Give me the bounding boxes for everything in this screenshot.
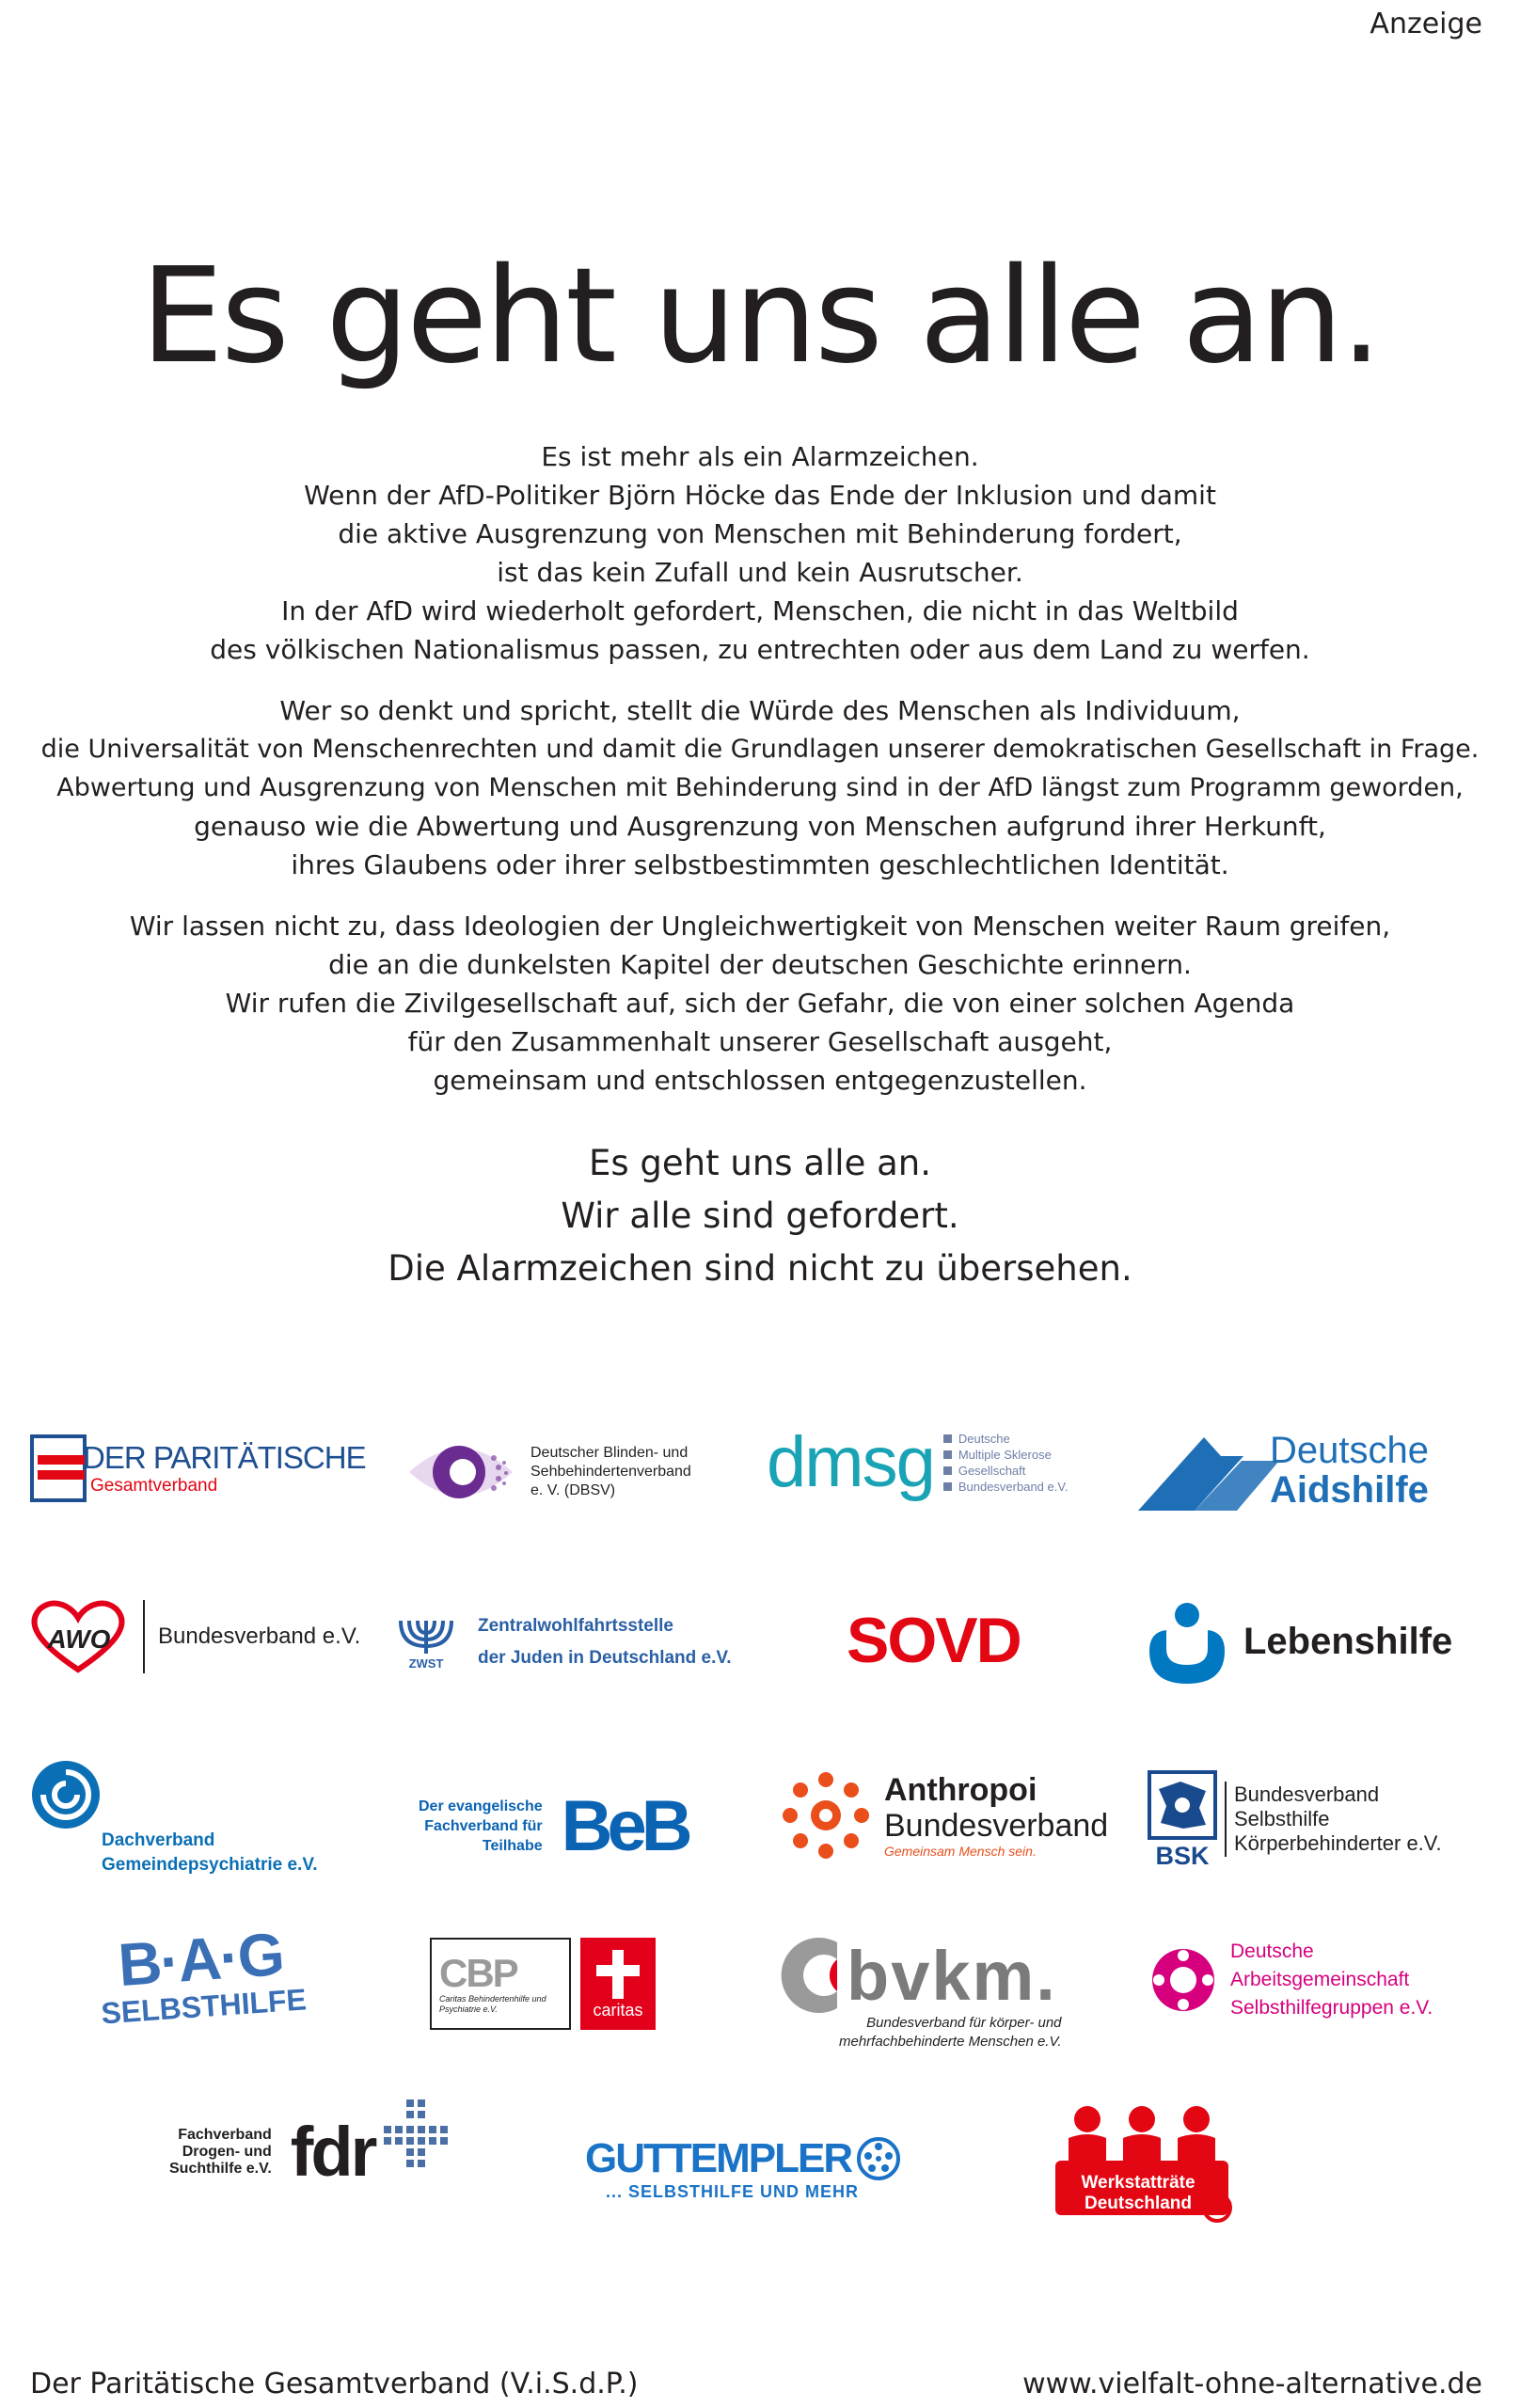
text-line: Es ist mehr als ein Alarmzeichen.: [541, 441, 979, 472]
logo-lebenshilfe: [1140, 1594, 1452, 1688]
footer-publisher: Der Paritätische Gesamtverband (V.i.S.d.P.): [30, 2368, 639, 2400]
dachverband-line: Dachverband: [102, 1830, 215, 1850]
text-line: In der AfD wird wiederholt gefordert, Menschen, die nicht in das Weltbild: [281, 595, 1239, 626]
logo-bag-selbsthilfe: [96, 1921, 308, 2029]
cbp-sub: Caritas Behindertenhilfe und Psychiatrie e.V.: [439, 1994, 546, 2014]
anthropoi-sun-icon: [779, 1768, 873, 1862]
werkstattraete-line: Werkstatträte: [1081, 2173, 1195, 2193]
bsk-line: Selbsthilfe: [1234, 1807, 1330, 1830]
dmsg-line: Gesellschaft: [958, 1464, 1026, 1478]
dmsg-line: Bundesverband e.V.: [958, 1480, 1069, 1494]
sovd-name: SOVD: [847, 1605, 1021, 1676]
zwst-mark: ZWST: [408, 1656, 444, 1669]
dmsg-line: Deutsche: [958, 1432, 1010, 1446]
text-line: genauso wie die Abwertung und Ausgrenzung von Menschen aufgrund ihrer Herkunft,: [194, 811, 1326, 842]
logo-dbsv: [404, 1430, 691, 1514]
anthropoi-tagline: Gemeinsam Mensch sein.: [884, 1844, 1037, 1859]
fdr-line: Drogen- und: [182, 2143, 272, 2160]
aidshilfe-ribbon-icon: [1138, 1428, 1279, 1513]
text-line: Wir lassen nicht zu, dass Ideologien der Ungleichwertigkeit von Menschen weiter Raum greifen,: [129, 911, 1391, 942]
lebenshilfe-name: Lebenshilfe: [1243, 1620, 1453, 1662]
logo-beb: [419, 1785, 688, 1867]
cbp-name: CBP: [439, 1951, 517, 1995]
dag-line: Selbsthilfegruppen e.V.: [1230, 1997, 1433, 2019]
logo-guttempler: [585, 2135, 902, 2202]
logo-awo: [26, 1599, 360, 1674]
logo-paritaetische: [30, 1434, 366, 1502]
text-line: gemeinsam und entschlossen entgegenzustellen.: [433, 1065, 1087, 1096]
bvkm-name: bvkm.: [847, 1936, 1057, 2015]
zwst-line: Zentralwohlfahrtsstelle: [478, 1616, 673, 1636]
dmsg-squares-icon: [943, 1433, 953, 1493]
paritaetische-sub: Gesamtverband: [90, 1476, 218, 1496]
awo-sub: Bundesverband e.V.: [158, 1624, 361, 1649]
logo-zwst: [393, 1610, 732, 1674]
logo-cbp-caritas: [430, 1938, 656, 2030]
dachverband-spiral-icon: [30, 1759, 102, 1830]
anzeige-label: Anzeige: [1370, 8, 1482, 40]
dag-circle-icon: [1149, 1946, 1217, 2014]
bvkm-line: mehrfachbehinderte Menschen e.V.: [839, 2034, 1062, 2050]
bag-line: SELBSTHILFE: [100, 1982, 308, 2031]
logo-dag-shg: [1149, 1938, 1433, 2022]
text-line: die Universalität von Menschenrechten und damit die Grundlagen unserer demokratischen Gesellschaft in Frage.: [40, 735, 1480, 764]
paragraph-3: [0, 907, 1520, 1100]
dmsg-name: dmsg: [767, 1422, 934, 1502]
headline: Es geht uns alle an.: [140, 240, 1380, 393]
beb-line: Fachverband für: [424, 1818, 543, 1834]
werkstattraete-people-icon: [1052, 2102, 1236, 2225]
logo-dmsg: [767, 1422, 1069, 1502]
text-line: Wenn der AfD-Politiker Björn Höcke das Ende der Inklusion und damit: [304, 480, 1216, 511]
logo-bsk: [1148, 1770, 1442, 1868]
fdr-name: fdr: [290, 2113, 375, 2191]
caritas-cross-icon: [594, 1948, 641, 2001]
fdr-line: Fachverband: [178, 2126, 272, 2143]
logo-sovd: [847, 1604, 1021, 1677]
closing-line: Die Alarmzeichen sind nicht zu übersehen.: [388, 1248, 1132, 1289]
aidshilfe-line: Aidshilfe: [1270, 1469, 1429, 1511]
anthropoi-line: Anthropoi: [884, 1772, 1037, 1808]
text-line: die an die dunkelsten Kapitel der deutschen Geschichte erinnern.: [328, 949, 1192, 980]
bsk-line: Körperbehinderter e.V.: [1234, 1831, 1442, 1855]
beb-line: Der evangelische: [419, 1798, 543, 1814]
bag-line: B·A·G: [116, 1920, 285, 2000]
dmsg-line: Multiple Sklerose: [958, 1448, 1052, 1462]
dbsv-eye-icon: [404, 1430, 517, 1514]
closing-statement: [0, 1137, 1520, 1295]
paragraph-1: [0, 437, 1520, 669]
lebenshilfe-figure-icon: [1140, 1594, 1234, 1688]
zwst-menorah-icon: [393, 1616, 459, 1669]
logo-bvkm: [771, 1933, 1062, 2052]
zwst-line: der Juden in Deutschland e.V.: [478, 1648, 732, 1668]
logo-fdr: [169, 2112, 459, 2192]
awo-mark: AWO: [47, 1624, 111, 1654]
bvkm-line: Bundesverband für körper- und: [866, 2015, 1062, 2031]
logo-dachverband: [30, 1759, 318, 1877]
body-text: [0, 437, 1520, 1295]
paragraph-2: [0, 691, 1520, 884]
paritaetische-mark-icon: [30, 1434, 87, 1502]
logo-aidshilfe: [1138, 1428, 1429, 1513]
dag-line: Deutsche: [1230, 1941, 1314, 1962]
text-line: ist das kein Zufall und kein Ausrutscher.: [497, 557, 1023, 588]
text-line: des völkischen Nationalismus passen, zu entrechten oder aus dem Land zu werfen.: [210, 634, 1310, 665]
guttempler-name: GUTTEMPLER: [585, 2135, 852, 2181]
bsk-line: Bundesverband: [1234, 1782, 1380, 1806]
logo-werkstattraete: [1052, 2102, 1236, 2225]
fdr-cross-dots-icon: [378, 2098, 459, 2178]
text-line: Abwertung und Ausgrenzung von Menschen mit Behinderung sind in der AfD längst zum Programm geworden,: [56, 773, 1464, 802]
caritas-name: caritas: [593, 2000, 643, 2020]
dachverband-line: Gemeindepsychiatrie e.V.: [102, 1855, 318, 1875]
bsk-hands-icon: [1148, 1770, 1217, 1868]
fdr-line: Suchthilfe e.V.: [169, 2160, 272, 2177]
guttempler-globe-icon: [855, 2135, 902, 2182]
logo-anthropoi: [779, 1768, 1108, 1862]
guttempler-sub: ... SELBSTHILFE UND MEHR: [606, 2182, 860, 2201]
text-line: die aktive Ausgrenzung von Menschen mit Behinderung fordert,: [338, 518, 1182, 549]
text-line: Wer so denkt und spricht, stellt die Würde des Menschen als Individuum,: [279, 695, 1241, 726]
footer-website-link[interactable]: www.vielfalt-ohne-alternative.de: [1022, 2368, 1482, 2400]
werkstattraete-line: Deutschland: [1084, 2194, 1193, 2213]
anthropoi-line: Bundesverband: [884, 1808, 1109, 1844]
awo-heart-icon: [26, 1599, 130, 1674]
aidshilfe-line: Deutsche: [1270, 1430, 1429, 1471]
dag-line: Arbeitsgemeinschaft: [1230, 1969, 1410, 1990]
bvkm-c-icon: [771, 1933, 847, 2018]
text-line: Wir rufen die Zivilgesellschaft auf, sich der Gefahr, die von einer solchen Agenda: [225, 988, 1295, 1019]
closing-line: Es geht uns alle an.: [589, 1143, 931, 1183]
bsk-mark: BSK: [1155, 1842, 1210, 1868]
beb-line: Teilhabe: [482, 1838, 543, 1854]
text-line: ihres Glaubens oder ihrer selbstbestimmten geschlechtlichen Identität.: [291, 849, 1229, 880]
text-line: für den Zusammenhalt unserer Gesellschaft ausgeht,: [407, 1026, 1113, 1057]
closing-line: Wir alle sind gefordert.: [561, 1196, 959, 1236]
dbsv-line: Sehbehindertenverband: [530, 1464, 691, 1480]
beb-name: BeB: [561, 1786, 688, 1866]
paritaetische-name: DER PARITÄTISCHE: [83, 1440, 366, 1475]
dbsv-line: Deutscher Blinden- und: [530, 1445, 689, 1461]
dbsv-line: e. V. (DBSV): [530, 1482, 616, 1498]
